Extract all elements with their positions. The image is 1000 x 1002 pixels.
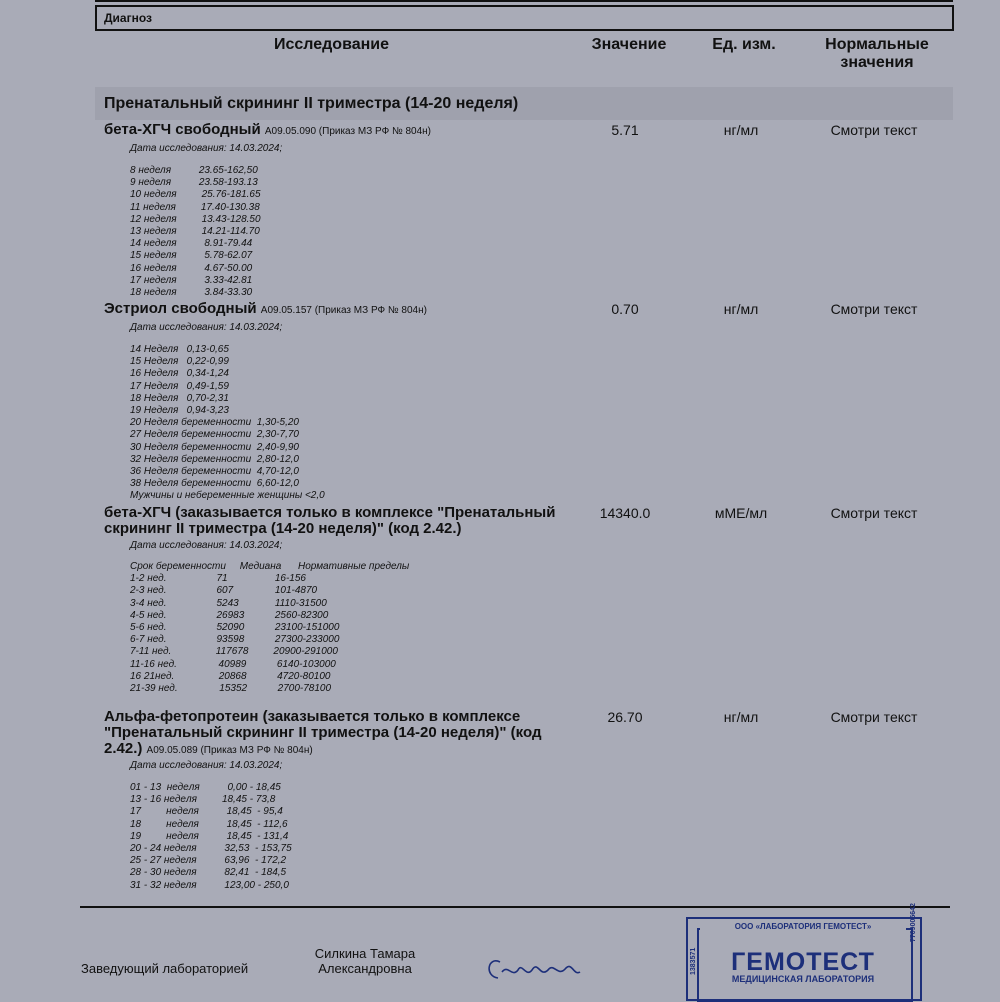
test-name-line: Альфа-фетопротеин (заказывается только в комплексе: [104, 708, 521, 725]
top-border: [95, 0, 953, 2]
column-header-unit: Ед. изм.: [712, 36, 776, 53]
test-name-text: Эстриол свободный: [104, 300, 257, 317]
reference-table: [130, 561, 409, 695]
test-name-text: 2.42.): [104, 740, 143, 757]
signature-image: [480, 950, 590, 982]
test-unit: нг/мл: [723, 122, 759, 138]
reference-row: 3-4 нед. 5243 1110-31500: [130, 597, 327, 609]
reference-row: 31 - 32 неделя 123,00 - 250,0: [130, 879, 289, 891]
test-date: Дата исследования: 14.03.2024;: [130, 322, 283, 333]
reference-row: 2-3 нед. 607 101-4870: [130, 585, 318, 597]
test-unit: мМЕ/мл: [714, 505, 768, 521]
test-name-afp: [104, 709, 574, 759]
column-header-value: Значение: [591, 36, 667, 53]
reference-row: 28 - 30 неделя 82,41 - 184,5: [130, 867, 287, 879]
test-date: Дата исследования: 14.03.2024;: [130, 760, 283, 771]
test-value: 5.71: [611, 122, 639, 138]
signer-name-line2: Александровна: [318, 961, 412, 976]
reference-row: 30 Неделя беременности 2,40-9,90: [130, 441, 299, 453]
test-norm: Смотри текст: [830, 505, 918, 521]
signature-stroke: [489, 961, 580, 978]
test-norm: Смотри текст: [830, 709, 918, 725]
stamp-top-text: ООО «ЛАБОРАТОРИЯ ГЕМОТЕСТ»: [700, 922, 906, 931]
signer-position: Заведующий лабораторией: [81, 961, 249, 976]
stamp-brand: ГЕМОТЕСТ: [731, 948, 875, 976]
reference-row: 19 неделя 18,45 - 131,4: [130, 830, 289, 842]
footer-divider: [80, 906, 950, 908]
reference-row: 16 неделя 4.67-50.00: [130, 262, 253, 274]
reference-row: 01 - 13 недeля 0,00 - 18,45: [130, 782, 281, 793]
reference-table: [130, 344, 325, 502]
test-value: 0.70: [611, 301, 639, 317]
test-name-line: "Пренатальный скрининг II триместра (14-20 неделя)" (код: [104, 724, 542, 741]
diagnosis-box: [95, 5, 954, 31]
test-value: 26.70: [607, 709, 643, 725]
reference-row: 20 Неделя беременности 1,30-5,20: [130, 417, 299, 429]
reference-row: 10 неделя 25.76-181.65: [130, 189, 261, 201]
signer-name-line1: Силкина Тамара: [314, 946, 416, 961]
reference-row: 12 неделя 13.43-128.50: [130, 213, 261, 225]
reference-row: 9 неделя 23.58-193.13: [130, 177, 258, 189]
test-norm: Смотри текст: [830, 301, 918, 317]
test-name-hcg-complex: [104, 505, 574, 537]
column-header-norm: [797, 36, 957, 72]
reference-row: 18 неделя 18,45 - 112,6: [130, 818, 288, 830]
test-code: A09.05.089 (Приказ МЗ РФ № 804н): [146, 745, 313, 756]
reference-row: 20 - 24 неделя 32,53 - 153,75: [130, 842, 292, 854]
test-value: 14340.0: [599, 505, 651, 521]
reference-row: 18 Неделя 0,70-2,31: [130, 392, 229, 404]
column-header-norm-line1: Нормальные: [825, 36, 929, 53]
reference-row: 32 Неделя беременности 2,80-12,0: [130, 453, 299, 465]
reference-row: 16 Неделя 0,34-1,24: [130, 368, 229, 380]
column-header-norm-line2: значения: [840, 54, 914, 71]
reference-row: 8 неделя 23.65-162,50: [130, 165, 258, 176]
test-name-line-with-code: [104, 741, 574, 759]
reference-row: 17 Неделя 0,49-1,59: [130, 380, 229, 392]
reference-row: 1-2 нед. 71 16-156: [130, 573, 306, 585]
test-unit: нг/мл: [723, 709, 759, 725]
test-norm: Смотри текст: [830, 122, 918, 138]
reference-row: 11-16 нед. 40989 6140-103000: [130, 658, 336, 670]
reference-row: 27 Неделя беременности 2,30-7,70: [130, 429, 299, 441]
column-header-test: Исследование: [274, 36, 389, 53]
stamp-subtitle: МЕДИЦИНСКАЯ ЛАБОРАТОРИЯ: [731, 974, 875, 984]
reference-table: [130, 782, 292, 892]
reference-row: 18 неделя 3.84-33.30: [130, 286, 253, 298]
test-unit: нг/мл: [723, 301, 759, 317]
reference-row: 14 Неделя 0,13-0,65: [130, 344, 229, 355]
stamp-right-number: 7709005642: [910, 903, 917, 942]
reference-row: 17 неделя 3.33-42.81: [130, 274, 253, 286]
test-name-free-estriol: [104, 301, 427, 319]
test-code: A09.05.090 (Приказ МЗ РФ № 804н): [264, 126, 431, 137]
reference-table: [130, 165, 261, 299]
section-title: Пренатальный скрининг II триместра (14-20 неделя): [104, 95, 519, 112]
test-name-line: скрининг II триместра (14-20 неделя)" (код 2.42.): [104, 520, 462, 537]
reference-row: 6-7 нед. 93598 27300-233000: [130, 634, 340, 646]
reference-row: 25 - 27 неделя 63,96 - 172,2: [130, 855, 287, 867]
reference-row: Мужчины и небеременные женщины <2,0: [130, 490, 325, 502]
reference-row: 11 неделя 17.40-130.38: [130, 201, 260, 213]
reference-row: 17 неделя 18,45 - 95,4: [130, 806, 283, 818]
reference-row: 13 неделя 14.21-114.70: [130, 225, 260, 237]
reference-row: 15 Неделя 0,22-0,99: [130, 356, 229, 368]
reference-row: 19 Неделя 0,94-3,23: [130, 404, 229, 416]
reference-row: 5-6 нед. 52090 23100-151000: [130, 621, 340, 633]
reference-row: 13 - 16 недeля 18,45 - 73,8: [130, 794, 276, 806]
test-name-text: бета-ХГЧ свободный: [104, 121, 261, 138]
diagnosis-label: Диагноз: [104, 11, 152, 25]
test-date: Дата исследования: 14.03.2024;: [130, 540, 283, 551]
reference-row: 21-39 нед. 15352 2700-78100: [130, 682, 332, 694]
reference-row: 38 Неделя беременности 6,60-12,0: [130, 478, 299, 490]
reference-row: 36 Неделя беременности 4,70-12,0: [130, 465, 299, 477]
reference-row: 15 неделя 5.78-62.07: [130, 250, 253, 262]
test-date: Дата исследования: 14.03.2024;: [130, 143, 283, 154]
reference-row: 16 21нед. 20868 4720-80100: [130, 670, 331, 682]
reference-row: 7-11 нед. 117678 20900-291000: [130, 646, 338, 658]
reference-row: 14 неделя 8.91-79.44: [130, 238, 253, 250]
signer-name: [300, 946, 430, 976]
test-name-line: бета-ХГЧ (заказывается только в комплексе "Пренатальный: [104, 504, 556, 521]
test-name-free-hcg: [104, 122, 431, 140]
stamp-left-number: 1383571: [690, 947, 697, 975]
reference-row: 4-5 нед. 26983 2560-82300: [130, 609, 329, 621]
test-code: A09.05.157 (Приказ МЗ РФ № 804н): [260, 305, 427, 316]
reference-row: Срок беременности Медиана Нормативные пределы: [130, 561, 410, 572]
